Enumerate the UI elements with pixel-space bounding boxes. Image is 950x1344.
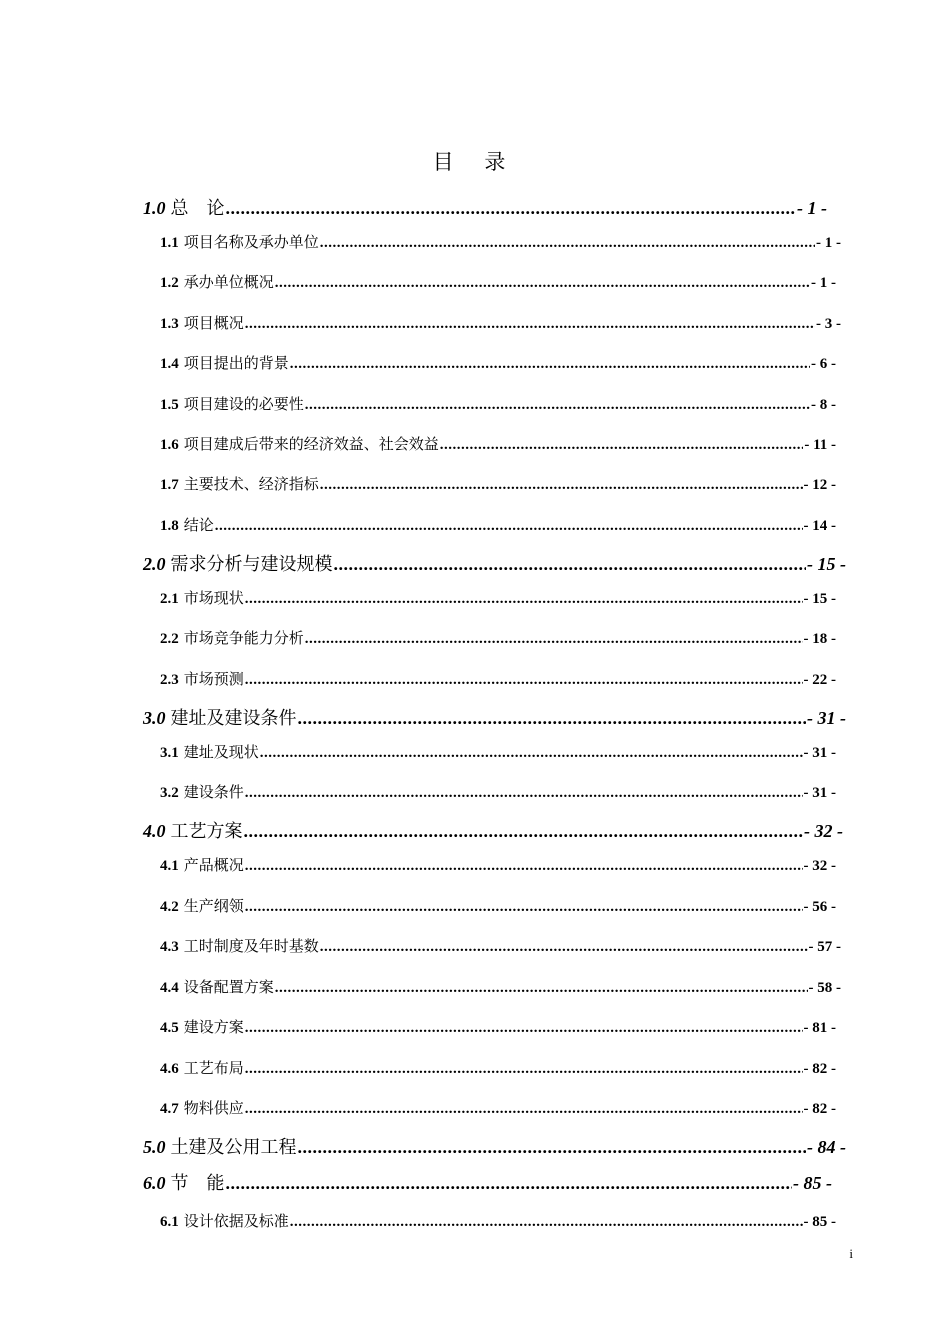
toc-entry[interactable]: [160, 854, 836, 875]
toc-entry[interactable]: [160, 352, 836, 373]
toc-number: 4.1: [160, 858, 179, 874]
toc-page: - 11 -: [804, 437, 836, 453]
toc-label: 生产纲领: [183, 897, 244, 915]
toc-number: 2.3: [160, 672, 179, 688]
toc-number: 1.4: [160, 356, 179, 372]
toc-page: - 1 -: [816, 235, 841, 251]
toc-leader: [245, 1020, 803, 1037]
toc-number: 5.0: [143, 1137, 166, 1157]
toc-page: - 32 -: [804, 821, 843, 841]
toc-entry[interactable]: [160, 587, 836, 608]
toc-number: 4.7: [160, 1101, 179, 1117]
toc-label: 建设条件: [183, 783, 244, 801]
toc-number: 1.3: [160, 316, 179, 332]
toc-number: 1.7: [160, 477, 179, 493]
toc-label: 承办单位概况: [183, 273, 274, 291]
toc-label: 市场竞争能力分析: [183, 629, 304, 647]
toc-number: 4.2: [160, 899, 179, 915]
toc-leader: [440, 437, 804, 454]
toc-page: - 12 -: [803, 477, 836, 493]
toc-entry[interactable]: [160, 1057, 836, 1078]
toc-leader: [298, 708, 807, 729]
toc-label: 工艺布局: [183, 1059, 244, 1077]
toc-leader: [290, 1214, 803, 1231]
toc-number: 3.0: [143, 708, 166, 728]
toc-leader: [245, 858, 803, 875]
toc-leader: [245, 316, 815, 333]
toc-label: 土建及公用工程: [170, 1137, 297, 1158]
toc-entry[interactable]: [160, 627, 836, 648]
toc-leader: [226, 198, 797, 219]
toc-number: 1.0: [143, 198, 166, 218]
toc-label: 项目建成后带来的经济效益、社会效益: [183, 435, 439, 453]
toc-leader: [305, 397, 810, 414]
toc-label: 设备配置方案: [183, 978, 274, 996]
toc-leader: [305, 631, 803, 648]
toc-page: - 31 -: [807, 708, 846, 728]
toc-leader: [245, 672, 803, 689]
toc-entry[interactable]: [160, 1210, 836, 1231]
toc-page: - 6 -: [811, 356, 836, 372]
toc-number: 2.2: [160, 631, 179, 647]
toc-page: - 84 -: [807, 1137, 846, 1157]
toc-entry[interactable]: [160, 231, 841, 252]
toc-leader: [245, 899, 803, 916]
toc-leader: [290, 356, 810, 373]
toc-leader: [275, 980, 808, 997]
toc-leader: [226, 1173, 793, 1194]
toc-leader: [260, 745, 803, 762]
toc-leader: [215, 518, 803, 535]
toc-entry[interactable]: [160, 781, 836, 802]
toc-label: 主要技术、经济指标: [183, 475, 319, 493]
toc-number: 1.6: [160, 437, 179, 453]
toc-page: - 31 -: [803, 745, 836, 761]
toc-entry[interactable]: [143, 1169, 832, 1195]
toc-number: 2.0: [143, 554, 166, 574]
toc-leader: [245, 1061, 803, 1078]
toc-entry[interactable]: [160, 1016, 836, 1037]
toc-page: - 32 -: [803, 858, 836, 874]
toc-number: 4.5: [160, 1020, 179, 1036]
toc-entry[interactable]: [143, 704, 846, 730]
toc-leader: [244, 821, 804, 842]
toc-page: - 1 -: [811, 275, 836, 291]
toc-entry[interactable]: [160, 271, 836, 292]
toc-label: 市场预测: [183, 670, 244, 688]
toc-entry[interactable]: [160, 433, 836, 454]
toc-number: 1.8: [160, 518, 179, 534]
toc-leader: [320, 235, 815, 252]
toc-page: - 3 -: [816, 316, 841, 332]
toc-label: 工时制度及年时基数: [183, 937, 319, 955]
toc-leader: [320, 939, 808, 956]
toc-label: 节 能: [170, 1173, 225, 1194]
toc-label: 项目提出的背景: [183, 354, 289, 372]
toc-number: 1.2: [160, 275, 179, 291]
toc-number: 3.1: [160, 745, 179, 761]
toc-page: - 82 -: [803, 1101, 836, 1117]
toc-leader: [334, 554, 807, 575]
toc-label: 产品概况: [183, 856, 244, 874]
toc-entry[interactable]: [160, 514, 836, 535]
toc-label: 设计依据及标准: [183, 1212, 289, 1230]
toc-page: - 57 -: [808, 939, 841, 955]
toc-label: 结论: [183, 516, 214, 534]
toc-page: - 8 -: [811, 397, 836, 413]
toc-entry[interactable]: [160, 473, 836, 494]
toc-entry[interactable]: [160, 312, 841, 333]
toc-entry[interactable]: [160, 741, 836, 762]
toc-page: - 22 -: [803, 672, 836, 688]
toc-label: 物料供应: [183, 1099, 244, 1117]
toc-entry[interactable]: [143, 550, 846, 576]
page-title: 目 录: [432, 150, 518, 174]
toc-label: 总 论: [170, 198, 225, 219]
toc-label: 建址及现状: [183, 743, 259, 761]
toc-page: - 15 -: [807, 554, 846, 574]
toc-number: 4.4: [160, 980, 179, 996]
toc-entry[interactable]: [160, 668, 836, 689]
toc-number: 1.1: [160, 235, 179, 251]
toc-entry[interactable]: [143, 194, 827, 220]
toc-number: 4.6: [160, 1061, 179, 1077]
toc-leader: [320, 477, 803, 494]
toc-page: - 85 -: [803, 1214, 836, 1230]
toc-page: - 85 -: [793, 1173, 832, 1193]
toc-entry[interactable]: [160, 895, 836, 916]
toc-number: 2.1: [160, 591, 179, 607]
toc-entry[interactable]: [143, 1133, 846, 1159]
toc-label: 工艺方案: [170, 821, 243, 842]
toc-entry[interactable]: [143, 817, 843, 843]
toc-page: - 56 -: [803, 899, 836, 915]
toc-entry[interactable]: [160, 1097, 836, 1118]
toc-entry[interactable]: [160, 976, 841, 997]
toc-entry[interactable]: [160, 393, 836, 414]
toc-label: 需求分析与建设规模: [170, 554, 333, 575]
toc-page: - 1 -: [797, 198, 827, 218]
toc-page: - 15 -: [803, 591, 836, 607]
toc-leader: [245, 785, 803, 802]
toc-entry[interactable]: [160, 935, 841, 956]
toc-page: - 81 -: [803, 1020, 836, 1036]
toc-page: - 58 -: [808, 980, 841, 996]
toc-page: - 18 -: [803, 631, 836, 647]
toc-leader: [275, 275, 810, 292]
toc-label: 项目建设的必要性: [183, 395, 304, 413]
toc-label: 项目概况: [183, 314, 244, 332]
toc-label: 项目名称及承办单位: [183, 233, 319, 251]
toc-label: 市场现状: [183, 589, 244, 607]
toc-number: 6.1: [160, 1214, 179, 1230]
toc-leader: [245, 591, 803, 608]
toc-page: - 31 -: [803, 785, 836, 801]
toc-number: 6.0: [143, 1173, 166, 1193]
toc-page: - 14 -: [803, 518, 836, 534]
toc-leader: [298, 1137, 807, 1158]
toc-number: 4.0: [143, 821, 166, 841]
toc-number: 4.3: [160, 939, 179, 955]
toc-page: - 82 -: [803, 1061, 836, 1077]
toc-label: 建设方案: [183, 1018, 244, 1036]
toc-leader: [245, 1101, 803, 1118]
toc-label: 建址及建设条件: [170, 708, 297, 729]
page-number: i: [849, 1246, 853, 1261]
toc-number: 1.5: [160, 397, 179, 413]
toc-number: 3.2: [160, 785, 179, 801]
